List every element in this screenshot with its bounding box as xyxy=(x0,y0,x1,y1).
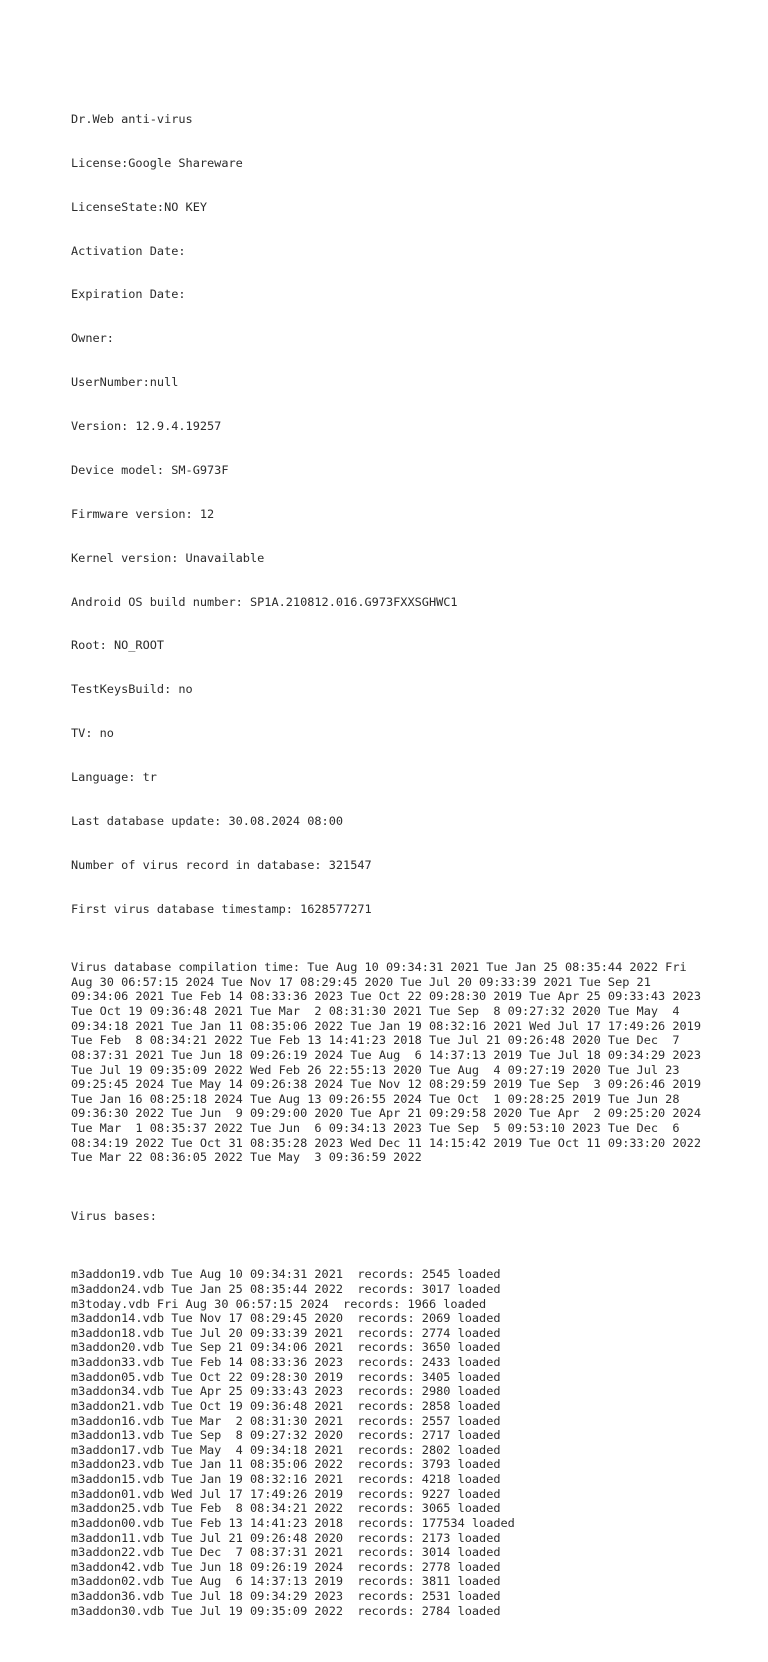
user-number-line: UserNumber:null xyxy=(71,375,179,390)
virus-base-entry: m3addon16.vdb Tue Mar 2 08:31:30 2021 records: 2557 loaded xyxy=(71,1413,501,1428)
diagnostic-report-text xyxy=(71,68,709,1662)
virus-base-entry: m3addon36.vdb Tue Jul 18 09:34:29 2023 records: 2531 loaded xyxy=(71,1589,501,1603)
android-build-line: Android OS build number: SP1A.210812.016.G973FXXSGHWC1 xyxy=(71,594,458,609)
first-database-timestamp-line: First virus database timestamp: 1628577271 xyxy=(71,901,372,916)
virus-base-entry: m3addon00.vdb Tue Feb 13 14:41:23 2018 records: 177534 loaded xyxy=(71,1515,515,1530)
expiration-date-line: Expiration Date: xyxy=(71,287,186,302)
virus-base-entry: m3addon17.vdb Tue May 4 09:34:18 2021 records: 2802 loaded xyxy=(71,1442,501,1457)
language-line: Language: tr xyxy=(71,770,157,784)
virus-base-entry: m3addon42.vdb Tue Jun 18 09:26:19 2024 records: 2778 loaded xyxy=(71,1559,501,1574)
virus-base-entry: m3addon11.vdb Tue Jul 21 09:26:48 2020 records: 2173 loaded xyxy=(71,1530,501,1545)
virus-base-entry: m3addon14.vdb Tue Nov 17 08:29:45 2020 records: 2069 loaded xyxy=(71,1311,501,1326)
virus-base-entry: m3addon02.vdb Tue Aug 6 14:37:13 2019 records: 3811 loaded xyxy=(71,1574,501,1589)
device-model-line: Device model: SM-G973F xyxy=(71,462,229,477)
virus-base-entry: m3today.vdb Fri Aug 30 06:57:15 2024 records: 1966 loaded xyxy=(71,1296,487,1311)
virus-base-entry: m3addon23.vdb Tue Jan 11 08:35:06 2022 records: 3793 loaded xyxy=(71,1457,501,1472)
app-title: Dr.Web anti-virus xyxy=(71,111,193,126)
virus-base-entry: m3addon18.vdb Tue Jul 20 09:33:39 2021 records: 2774 loaded xyxy=(71,1325,501,1340)
firmware-version-line: Firmware version: 12 xyxy=(71,506,215,521)
root-line: Root: NO_ROOT xyxy=(71,638,165,653)
activation-date-line: Activation Date: xyxy=(71,243,186,258)
virus-base-entry: m3addon33.vdb Tue Feb 14 08:33:36 2023 records: 2433 loaded xyxy=(71,1355,501,1369)
virus-base-entry: m3addon20.vdb Tue Sep 21 09:34:06 2021 records: 3650 loaded xyxy=(71,1340,501,1355)
virus-base-entry: m3addon34.vdb Tue Apr 25 09:33:43 2023 records: 2980 loaded xyxy=(71,1384,501,1399)
virus-base-entry: m3addon13.vdb Tue Sep 8 09:27:32 2020 records: 2717 loaded xyxy=(71,1428,501,1443)
virus-record-count-line: Number of virus record in database: 321547 xyxy=(71,857,372,872)
license-state-line: LicenseState:NO KEY xyxy=(71,199,208,214)
test-keys-build-line: TestKeysBuild: no xyxy=(71,682,193,697)
virus-base-entry: m3addon25.vdb Tue Feb 8 08:34:21 2022 records: 3065 loaded xyxy=(71,1501,501,1516)
kernel-version-line: Kernel version: Unavailable xyxy=(71,550,265,565)
virus-base-entry: m3addon01.vdb Wed Jul 17 17:49:26 2019 records: 9227 loaded xyxy=(71,1486,501,1501)
virus-base-entry: m3addon05.vdb Tue Oct 22 09:28:30 2019 records: 3405 loaded xyxy=(71,1369,501,1384)
virus-base-entry: m3addon22.vdb Tue Dec 7 08:37:31 2021 records: 3014 loaded xyxy=(71,1545,501,1560)
owner-line: Owner: xyxy=(71,331,114,346)
virus-database-compilation-time-paragraph: Virus database compilation time: Tue Aug 10 09:34:31 2021 Tue Jan 25 08:35:44 2022 Fri Aug 30 06:57:15 2024 Tue Nov 17 08:29:45 2020 Tue Jul 20 09:33:39 2021 Tue Sep 21 09:34:06 2021 Tue Feb 14 08:33:36 2023 Tue Oct 22 09:28:30 2019 Tue Apr 25 09:33:43 2023 Tue Oct 19 09:36:48 2021 Tue Mar 2 08:31:30 2021 Tue Sep 8 09:27:32 2020 Tue May 4 09:34:18 2021 Tue Jan 11 08:35:06 2022 Tue Jan 19 08:32:16 2021 Wed Jul 17 17:49:26 2019 Tue Feb 8 08:34:21 2022 Tue Feb 13 14:41:23 2018 Tue Jul 21 09:26:48 2020 Tue Dec 7 08:37:31 2021 Tue Jun 18 09:26:19 2024 Tue Aug 6 14:37:13 2019 Tue Jul 18 09:34:29 2023 Tue Jul 19 09:35:09 2022 Wed Feb 26 22:55:13 2020 Tue Aug 4 09:27:19 2020 Tue Jul 23 09:25:45 2024 Tue May 14 09:26:38 2024 Tue Nov 12 08:29:59 2019 Tue Sep 3 09:26:46 2019 Tue Jan 16 08:25:18 2024 Tue Aug 13 09:26:55 2024 Tue Oct 1 09:28:25 2019 Tue Jun 28 09:36:30 2022 Tue Jun 9 09:29:00 2020 Tue Apr 21 09:29:58 2020 Tue Apr 2 09:25:20 2024 Tue Mar 1 08:35:37 2022 Tue Jun 6 09:34:13 2023 Tue Sep 5 09:53:10 2023 Tue Dec 6 08:34:19 2022 Tue Oct 31 08:35:28 2023 Wed Dec 11 14:15:42 2019 Tue Oct 11 09:33:20 2022 Tue Mar 22 08:36:05 2022 Tue May 3 09:36:59 2022 xyxy=(71,960,709,1165)
virus-base-entry: m3addon24.vdb Tue Jan 25 08:35:44 2022 records: 3017 loaded xyxy=(71,1281,501,1296)
virus-base-entry: m3addon30.vdb Tue Jul 19 09:35:09 2022 records: 2784 loaded xyxy=(71,1603,501,1618)
virus-base-entry: m3addon15.vdb Tue Jan 19 08:32:16 2021 records: 4218 loaded xyxy=(71,1472,501,1486)
virus-bases-list xyxy=(71,1267,703,1618)
virus-base-entry: m3addon19.vdb Tue Aug 10 09:34:31 2021 records: 2545 loaded xyxy=(71,1267,501,1282)
tv-line: TV: no xyxy=(71,726,114,741)
license-line: License:Google Shareware xyxy=(71,155,243,170)
last-database-update-line: Last database update: 30.08.2024 08:00 xyxy=(71,813,344,828)
virus-base-entry: m3addon21.vdb Tue Oct 19 09:36:48 2021 records: 2858 loaded xyxy=(71,1398,501,1413)
virus-bases-heading: Virus bases: xyxy=(71,1208,157,1223)
version-line: Version: 12.9.4.19257 xyxy=(71,419,222,433)
